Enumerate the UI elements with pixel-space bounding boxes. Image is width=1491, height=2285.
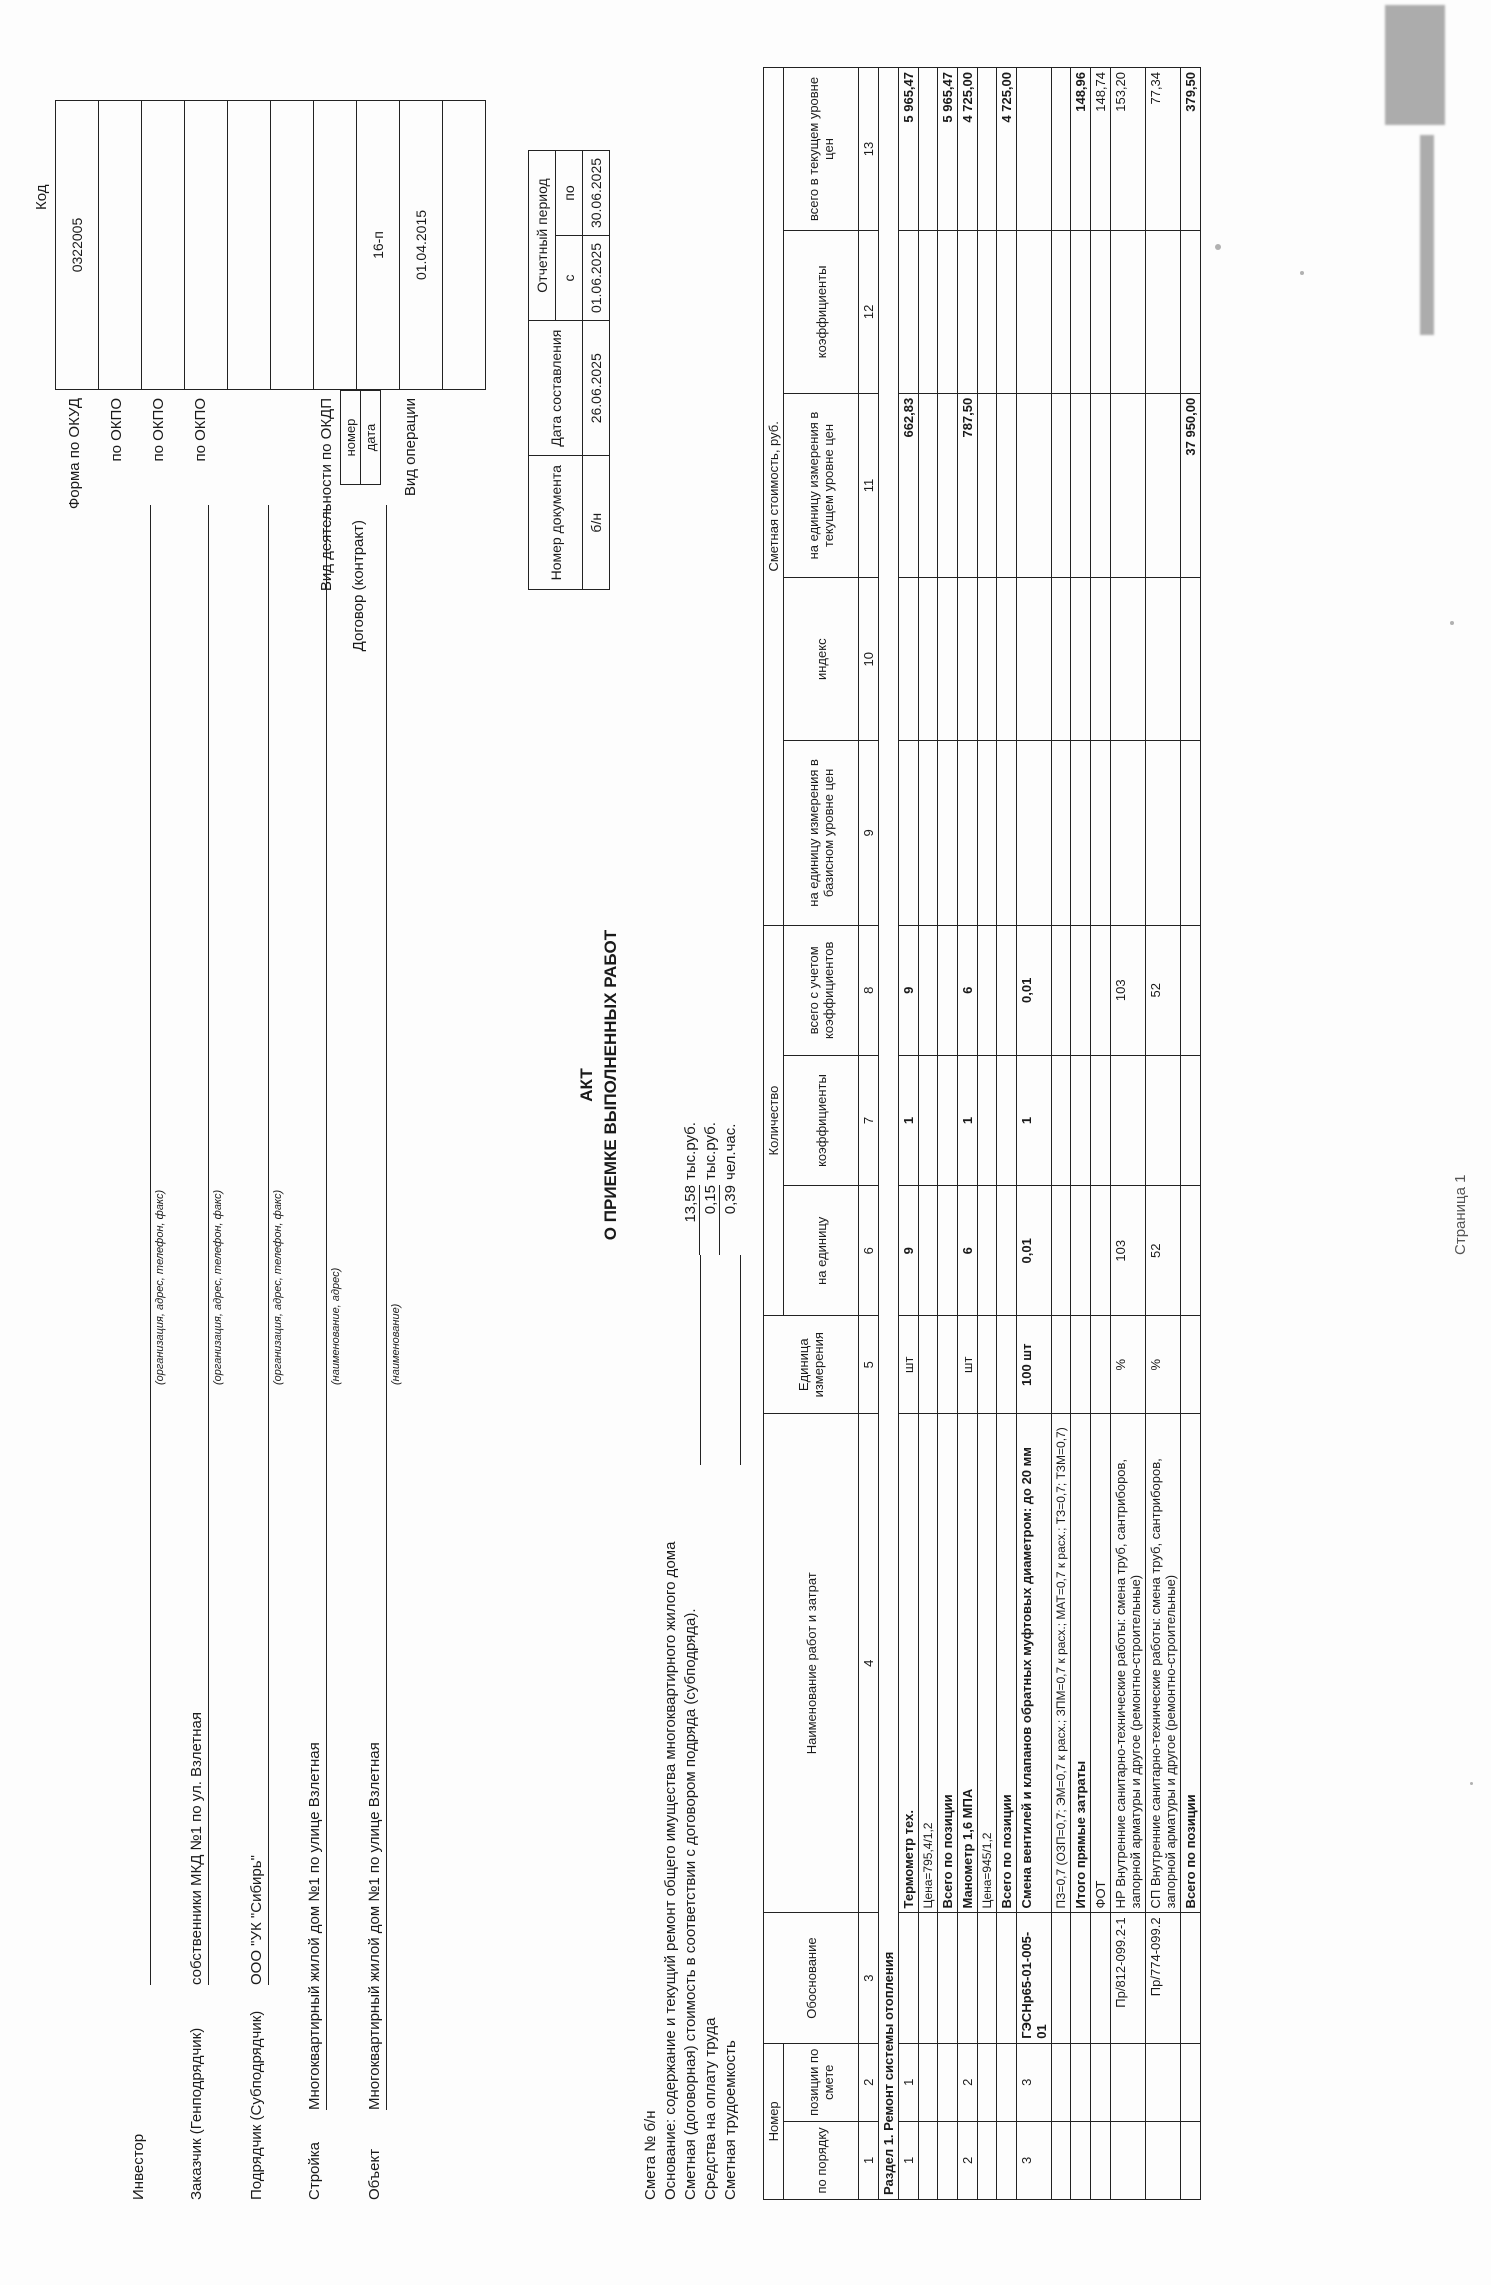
row-q-total: 52 bbox=[1146, 925, 1181, 1055]
row-q-total: 103 bbox=[1111, 925, 1146, 1055]
dogovor-nomer-value: 16-п bbox=[357, 101, 400, 390]
row-total-label: Всего по позиции bbox=[997, 1414, 1017, 1913]
cost-label: Сметная (договорная) стоимость в соответствии с договором подряда (субподряда). bbox=[682, 1608, 699, 2200]
row-sub: ПЗ=0,7 (ОЗП=0,7; ЭМ=0,7 к расх.; ЗПМ=0,7 к расх.; МАТ=0,7 к расх.; ТЗ=0,7; ТЗМ=0,7) bbox=[1052, 1414, 1071, 1913]
th-tek: на единицу измерения в текущем уровне цен bbox=[784, 393, 859, 578]
table-row bbox=[938, 68, 958, 2200]
nomer-label: номер bbox=[341, 391, 361, 485]
row-total: 4 725,00 bbox=[997, 68, 1017, 231]
smeta-number: Смета № б/н bbox=[642, 2110, 659, 2200]
row-name: Манометр 1,6 МПА bbox=[958, 1414, 978, 1913]
dogovor-mini-table bbox=[340, 390, 381, 485]
doc-number-header: Номер документа bbox=[529, 456, 583, 590]
th-po-poryadku: по порядку bbox=[784, 2121, 859, 2199]
stroyka-value-cell bbox=[228, 101, 271, 390]
th-vsego-tek: всего в текущем уровне цен bbox=[784, 68, 859, 231]
row-n2: 3 bbox=[1017, 2043, 1052, 2121]
doc-date-header: Дата составления bbox=[529, 320, 583, 456]
period-header: Отчетный период bbox=[529, 151, 556, 321]
table-row bbox=[1091, 68, 1111, 2200]
row-q-unit: 52 bbox=[1146, 1186, 1181, 1316]
row-just bbox=[958, 1913, 978, 2043]
col-num: 3 bbox=[859, 1913, 879, 2043]
stroyka-value: Многоквартирный жилой дом №1 по улице Взлетная bbox=[306, 1742, 323, 2110]
row-q-koef: 1 bbox=[1017, 1055, 1052, 1185]
row-unit: 100 шт bbox=[1017, 1316, 1052, 1414]
col-num: 9 bbox=[859, 741, 879, 926]
col-num: 4 bbox=[859, 1414, 879, 1913]
th-naimenovanie: Наименование работ и затрат bbox=[764, 1414, 859, 1913]
row-unit: % bbox=[1111, 1316, 1146, 1414]
okdp-value bbox=[314, 101, 357, 390]
row-just: ГЭСНр65-01-005-01 bbox=[1017, 1913, 1052, 2043]
row-label: ФОТ bbox=[1091, 1414, 1111, 1913]
table-row bbox=[1017, 68, 1052, 2200]
row-total: 153,20 bbox=[1111, 68, 1146, 231]
col-num: 12 bbox=[859, 230, 879, 393]
row-q-total: 6 bbox=[958, 925, 978, 1055]
th-index: индекс bbox=[784, 578, 859, 741]
th-baz: на единицу измерения в базисном уровне цен bbox=[784, 741, 859, 926]
title-line-2: О ПРИЕМКЕ ВЫПОЛНЕННЫХ РАБОТ bbox=[600, 929, 620, 1241]
col-num: 10 bbox=[859, 578, 879, 741]
scan-dust bbox=[1215, 244, 1221, 250]
scan-smear bbox=[1420, 135, 1434, 335]
row-name: Смена вентилей и клапанов обратных муфтовых диаметром: до 20 мм bbox=[1017, 1414, 1052, 1913]
row-unit: шт bbox=[958, 1316, 978, 1414]
period-from-value: 01.06.2025 bbox=[583, 236, 610, 321]
operation-value bbox=[443, 101, 486, 390]
row-unit: % bbox=[1146, 1316, 1181, 1414]
row-total: 379,50 bbox=[1181, 68, 1201, 231]
row-total-label: Всего по позиции bbox=[938, 1414, 958, 1913]
col-num: 8 bbox=[859, 925, 879, 1055]
row-q-koef: 1 bbox=[899, 1055, 919, 1185]
okpo-podryadchik-value bbox=[185, 101, 228, 390]
row-price-cur: 37 950,00 bbox=[1181, 393, 1201, 578]
period-from-header: с bbox=[556, 236, 583, 321]
table-row bbox=[1181, 68, 1201, 2200]
table-row bbox=[1146, 68, 1181, 2200]
period-to-value: 30.06.2025 bbox=[583, 151, 610, 236]
th-kolichestvo: Количество bbox=[764, 925, 784, 1316]
page-number: Страница 1 bbox=[1452, 1174, 1469, 1255]
row-total: 4 725,00 bbox=[958, 68, 978, 231]
column-number-row bbox=[859, 68, 879, 2200]
row-total: 5 965,47 bbox=[899, 68, 919, 231]
th-nomer: Номер bbox=[764, 2043, 784, 2199]
cost-unit: тыс.руб. bbox=[682, 1122, 699, 1180]
row-q-total: 0,01 bbox=[1017, 925, 1052, 1055]
investor-hint: (организация, адрес, телефон, факс) bbox=[154, 1189, 166, 1385]
wage-unit: тыс.руб. bbox=[702, 1122, 719, 1180]
period-to-header: по bbox=[556, 151, 583, 236]
row-q-unit: 9 bbox=[899, 1186, 919, 1316]
works-table bbox=[763, 67, 1201, 2200]
row-n1: 2 bbox=[958, 2121, 978, 2199]
table-row bbox=[899, 68, 919, 2200]
th-koef2: коэффициенты bbox=[784, 230, 859, 393]
title-line-1: АКТ bbox=[577, 1068, 596, 1102]
okpo-investor-value bbox=[99, 101, 142, 390]
table-row bbox=[1111, 68, 1146, 2200]
object-value-cell bbox=[271, 101, 314, 390]
col-num: 6 bbox=[859, 1186, 879, 1316]
scan-dust bbox=[1470, 1782, 1473, 1785]
scan-smear bbox=[1385, 5, 1445, 125]
object-value: Многоквартирный жилой дом №1 по улице Взлетная bbox=[366, 1742, 383, 2110]
table-row bbox=[997, 68, 1017, 2200]
investor-label: Инвестор bbox=[130, 2133, 147, 2200]
col-num: 2 bbox=[859, 2043, 879, 2121]
podryadchik-value: ООО "УК "Сибирь" bbox=[248, 1855, 265, 1985]
row-price-cur: 662,83 bbox=[899, 393, 919, 578]
doc-date-value: 26.06.2025 bbox=[583, 320, 610, 456]
row-q-unit: 103 bbox=[1111, 1186, 1146, 1316]
row-unit: шт bbox=[899, 1316, 919, 1414]
podryadchik-hint: (организация, адрес, телефон, факс) bbox=[272, 1189, 284, 1385]
th-vsego-koef: всего с учетом коэффициентов bbox=[784, 925, 859, 1055]
row-total-label: Всего по позиции bbox=[1181, 1414, 1201, 1913]
document-title bbox=[575, 785, 623, 1385]
th-pozicii: позиции по смете bbox=[784, 2043, 859, 2121]
table-row bbox=[958, 68, 978, 2200]
data-label: дата bbox=[361, 391, 381, 485]
row-q-total: 9 bbox=[899, 925, 919, 1055]
row-n1: 1 bbox=[899, 2121, 919, 2199]
row-price-cur: 787,50 bbox=[958, 393, 978, 578]
row-n2: 2 bbox=[958, 2043, 978, 2121]
labor-unit: чел.час. bbox=[722, 1123, 739, 1180]
labor-label: Сметная трудоемкость bbox=[722, 2040, 739, 2200]
osnovanie: Основание: содержание и текущий ремонт общего имущества многоквартирного жилого дома bbox=[662, 1541, 679, 2200]
okdp-label: Вид деятельности по ОКДП bbox=[318, 398, 335, 592]
wage-label: Средства на оплату труда bbox=[702, 2017, 719, 2200]
okud-label: Форма по ОКУД bbox=[66, 398, 83, 510]
col-num: 1 bbox=[859, 2121, 879, 2199]
labor-value: 0,39 bbox=[722, 1185, 739, 1215]
okpo-label-1: по ОКПО bbox=[108, 398, 125, 462]
doc-number-value: б/н bbox=[583, 456, 610, 590]
row-total: 77,34 bbox=[1146, 68, 1181, 231]
section-title: Раздел 1. Ремонт системы отопления bbox=[879, 68, 899, 2200]
table-row bbox=[978, 68, 997, 2200]
code-header: Код bbox=[33, 184, 50, 210]
document-info-table bbox=[528, 150, 610, 590]
row-n2: 1 bbox=[899, 2043, 919, 2121]
row-q-unit: 6 bbox=[958, 1186, 978, 1316]
row-just: Пр/812-099.2-1 bbox=[1111, 1913, 1146, 2043]
row-just bbox=[899, 1913, 919, 2043]
th-obosnovanie: Обоснование bbox=[764, 1913, 859, 2043]
row-total: 5 965,47 bbox=[938, 68, 958, 231]
zakazchik-label: Заказчик (Генподрядчик) bbox=[188, 2027, 205, 2200]
row-total: 148,74 bbox=[1091, 68, 1111, 231]
object-label: Объект bbox=[366, 2148, 383, 2200]
row-sub: Цена=795,4/1,2 bbox=[919, 1414, 938, 1913]
th-edinica: Единица измерения bbox=[764, 1316, 859, 1414]
table-row bbox=[919, 68, 938, 2200]
section-row bbox=[879, 68, 899, 2200]
row-total: 148,96 bbox=[1071, 68, 1091, 231]
th-koef: коэффициенты bbox=[784, 1055, 859, 1185]
th-smetnaya: Сметная стоимость, руб. bbox=[764, 68, 784, 926]
table-row bbox=[1052, 68, 1071, 2200]
col-num: 5 bbox=[859, 1316, 879, 1414]
wage-value: 0,15 bbox=[702, 1185, 720, 1255]
row-label: НР Внутренние санитарно-технические работы: смена труб, сантриборов, запорной арматуры и другое (ремонтно-строительные) bbox=[1111, 1414, 1146, 1913]
object-hint: (наименование) bbox=[390, 1303, 402, 1385]
row-sub: Цена=945/1,2 bbox=[978, 1414, 997, 1913]
code-table bbox=[55, 100, 486, 390]
row-label: СП Внутренние санитарно-технические работы: смена труб, сантриборов, запорной арматуры и другое (ремонтно-строительные) bbox=[1146, 1414, 1181, 1913]
cost-value: 13,58 bbox=[682, 1185, 700, 1255]
row-name: Термометр тех. bbox=[899, 1414, 919, 1913]
row-q-koef: 1 bbox=[958, 1055, 978, 1185]
scan-dust bbox=[1450, 621, 1454, 625]
scan-dust bbox=[1300, 271, 1304, 275]
row-n1: 3 bbox=[1017, 2121, 1052, 2199]
col-num: 13 bbox=[859, 68, 879, 231]
col-num: 7 bbox=[859, 1055, 879, 1185]
col-num: 11 bbox=[859, 393, 879, 578]
row-q-unit: 0,01 bbox=[1017, 1186, 1052, 1316]
stroyka-label: Стройка bbox=[306, 2141, 323, 2200]
podryadchik-label: Подрядчик (Субподрядчик) bbox=[248, 2010, 265, 2200]
table-row bbox=[1071, 68, 1091, 2200]
okpo-label-2: по ОКПО bbox=[150, 398, 167, 462]
th-na-edinicu: на единицу bbox=[784, 1186, 859, 1316]
stroyka-hint: (наименование, адрес) bbox=[330, 1267, 342, 1385]
okud-value: 0322005 bbox=[56, 101, 99, 390]
zakazchik-hint: (организация, адрес, телефон, факс) bbox=[212, 1189, 224, 1385]
row-just: Пр/774-099.2 bbox=[1146, 1913, 1181, 2043]
zakazchik-value: собственники МКД №1 по ул. Взлетная bbox=[188, 1712, 205, 1985]
okpo-zakazchik-value bbox=[142, 101, 185, 390]
dogovor-label: Договор (контракт) bbox=[350, 520, 367, 652]
row-label: Итого прямые затраты bbox=[1071, 1414, 1091, 1913]
okpo-label-3: по ОКПО bbox=[192, 398, 209, 462]
dogovor-data-value: 01.04.2015 bbox=[400, 101, 443, 390]
operation-label: Вид операции bbox=[402, 398, 419, 497]
